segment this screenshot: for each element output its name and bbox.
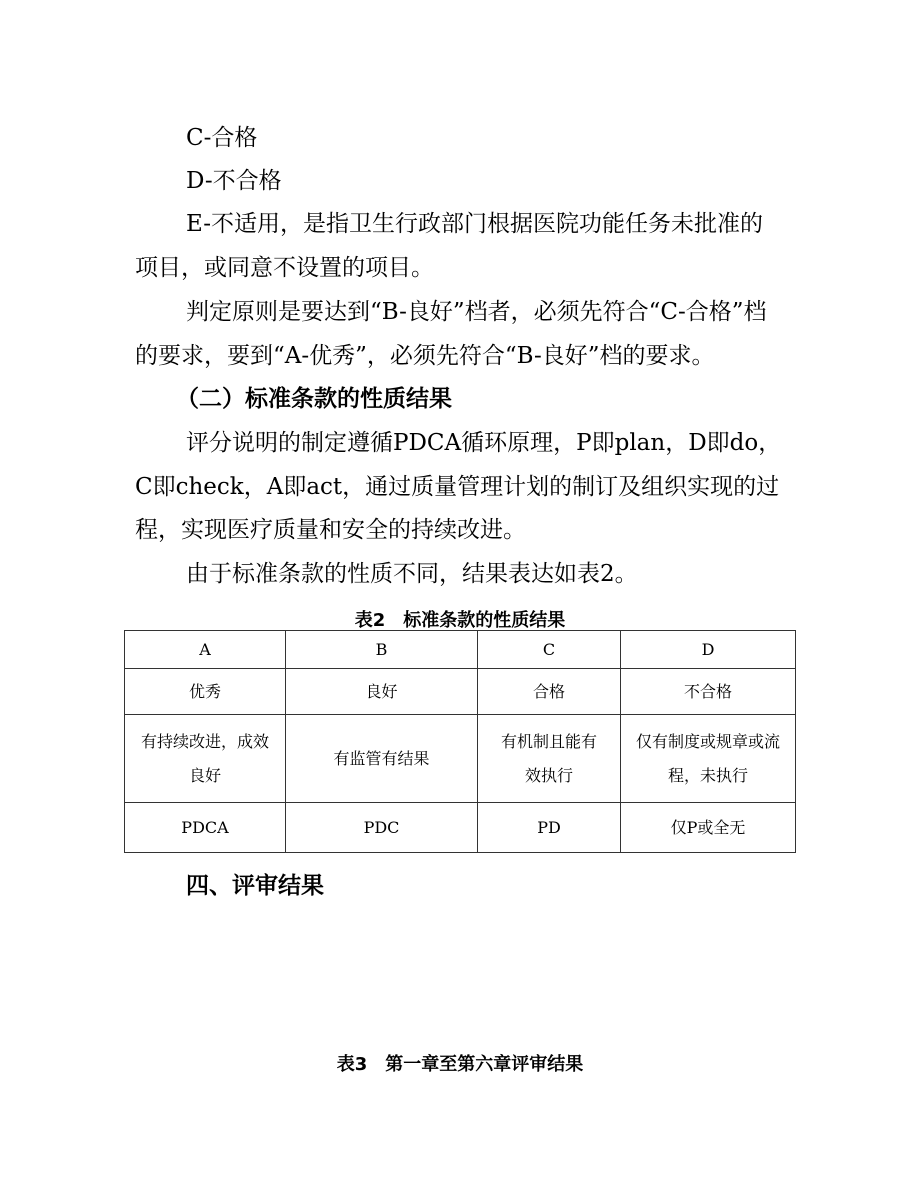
description-text: 良好 <box>188 765 221 785</box>
grade-e-line-1: E-不适用，是指卫生行政部门根据医院功能任务未批准的 <box>186 211 763 237</box>
table-row <box>125 669 796 715</box>
table-row <box>125 631 796 669</box>
cycle-cell: PD <box>478 803 621 853</box>
description-text: 程，未执行 <box>667 765 748 785</box>
level-cell: 优秀 <box>125 669 286 715</box>
table-intro-line: 由于标准条款的性质不同，结果表达如表2。 <box>186 561 638 587</box>
description-cell <box>286 715 478 803</box>
description-cell <box>478 715 621 803</box>
description-text: 效执行 <box>524 765 573 785</box>
header-cell: B <box>286 631 478 669</box>
cycle-cell: PDCA <box>125 803 286 853</box>
cycle-cell: PDC <box>286 803 478 853</box>
rule-line-1: 判定原则是要达到“B-良好”档者，必须先符合“C-合格”档 <box>186 299 767 325</box>
section-heading: （二）标准条款的性质结果 <box>176 386 452 412</box>
table-row <box>125 715 796 803</box>
level-cell: 不合格 <box>621 669 796 715</box>
table2-caption: 表2 标准条款的性质结果 <box>354 610 566 631</box>
section4-heading: 四、评审结果 <box>186 873 324 899</box>
header-cell: A <box>125 631 286 669</box>
grade-c-line: C-合格 <box>186 125 258 151</box>
grade-e-line-2: 项目，或同意不设置的项目。 <box>135 255 434 281</box>
header-cell: C <box>478 631 621 669</box>
grade-d-line: D-不合格 <box>186 168 282 194</box>
description-cell <box>621 715 796 803</box>
description-text: 有机制且能有 <box>500 731 597 751</box>
pdca-line-1: 评分说明的制定遵循PDCA循环原理，P即plan，D即do， <box>186 430 782 456</box>
description-text: 仅有制度或规章或流 <box>635 731 780 751</box>
level-cell: 良好 <box>286 669 478 715</box>
cycle-cell: 仅P或全无 <box>621 803 796 853</box>
level-cell: 合格 <box>478 669 621 715</box>
table2 <box>124 630 796 853</box>
pdca-line-2: C即check，A即act，通过质量管理计划的制订及组织实现的过 <box>135 474 780 500</box>
table3-caption: 表3 第一章至第六章评审结果 <box>336 1054 584 1075</box>
pdca-line-3: 程，实现医疗质量和安全的持续改进。 <box>135 517 526 543</box>
description-text: 有持续改进，成效 <box>140 731 269 751</box>
header-cell: D <box>621 631 796 669</box>
description-text: 有监管有结果 <box>333 748 430 768</box>
table-row <box>125 803 796 853</box>
description-cell <box>125 715 286 803</box>
rule-line-2: 的要求，要到“A-优秀”，必须先符合“B-良好”档的要求。 <box>135 343 715 369</box>
